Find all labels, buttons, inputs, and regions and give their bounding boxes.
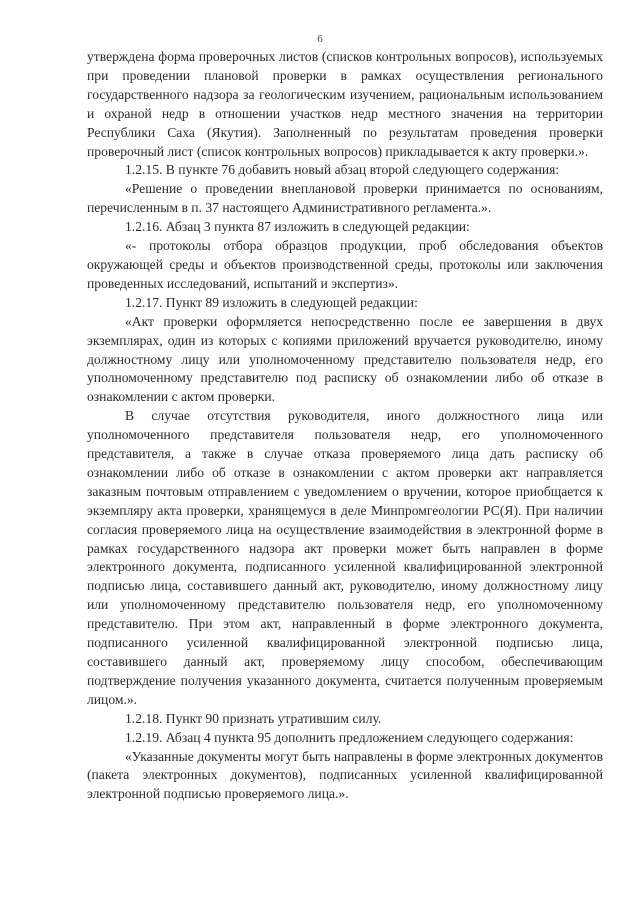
page-number: 6: [317, 33, 323, 45]
document-body: [87, 48, 603, 804]
paragraph-quote-1-2-15: «Решение о проведении внеплановой проверки принимается по основаниям, перечисленным в п. 37 настоящего Административного регламента.».: [87, 181, 603, 216]
paragraph-continuation: утверждена форма проверочных листов (списков контрольных вопросов), используемых при проведении плановой проверки в рамках осуществления регионального государственного надзора за геологическим изучением, рациональным использованием и охраной недр в отношении участков недр местного значения на территории Республики Саха (Якутия). Заполненный по результатам проведения проверки проверочный лист (список контрольных вопросов) прикладывается к акту проверки.».: [87, 49, 603, 159]
paragraph-quote-1-2-17-part2: В случае отсутствия руководителя, иного должностного лица или уполномоченного представителя пользователя недр, его уполномоченного представителя, а также в случае отказа проверяемого лица дать расписку об ознакомлении либо об отказе в ознакомлении с актом проверки акт направляется заказным почтовым отправлением с уведомлением о вручении, которое приобщается к экземпляру акта проверки, хранящемуся в деле Минпромгеологии РС(Я). При наличии согласия проверяемого лица на осуществление взаимодействия в электронной форме в рамках государственного надзора акт проверки может быть направлен в форме электронного документа, подписанного усиленной квалифицированной электронной подписью лица, составившего данный акт, руководителю, иному должностному лицу или уполномоченному представителю пользователя недр, его уполномоченному представителю. При этом акт, направленный в форме электронного документа, подписанного усиленной квалифицированной электронной подписью лица, составившего данный акт, проверяемому лицу способом, обеспечивающим подтверждение получения указанного документа, считается полученным проверяемым лицом.».: [87, 408, 603, 707]
paragraph-item-1-2-19: 1.2.19. Абзац 4 пункта 95 дополнить предложением следующего содержания:: [125, 729, 574, 745]
paragraph-quote-1-2-17-part1: «Акт проверки оформляется непосредственно после ее завершения в двух экземплярах, один из которых с копиями приложений вручается руководителю, иному должностному лицу или уполномоченному представителю пользователя недр, его уполномоченному представителю под расписку об ознакомлении либо об отказе в ознакомлении с актом проверки.: [87, 313, 603, 405]
paragraph-item-1-2-15: 1.2.15. В пункте 76 добавить новый абзац второй следующего содержания:: [125, 162, 560, 178]
paragraph-item-1-2-16: 1.2.16. Абзац 3 пункта 87 изложить в следующей редакции:: [125, 219, 470, 235]
paragraph-item-1-2-17: 1.2.17. Пункт 89 изложить в следующей редакции:: [125, 294, 418, 310]
paragraph-quote-1-2-16: «- протоколы отбора образцов продукции, проб обследования объектов окружающей среды и объектов производственной среды, протоколы или заключения проведенных исследований, испытаний и экспертиз».: [87, 238, 603, 291]
paragraph-item-1-2-18: 1.2.18. Пункт 90 признать утратившим силу.: [125, 710, 382, 726]
paragraph-quote-1-2-19: «Указанные документы могут быть направлены в форме электронных документов (пакета электронных документов), подписанных усиленной квалифицированной электронной подписью проверяемого лица.».: [87, 748, 603, 802]
